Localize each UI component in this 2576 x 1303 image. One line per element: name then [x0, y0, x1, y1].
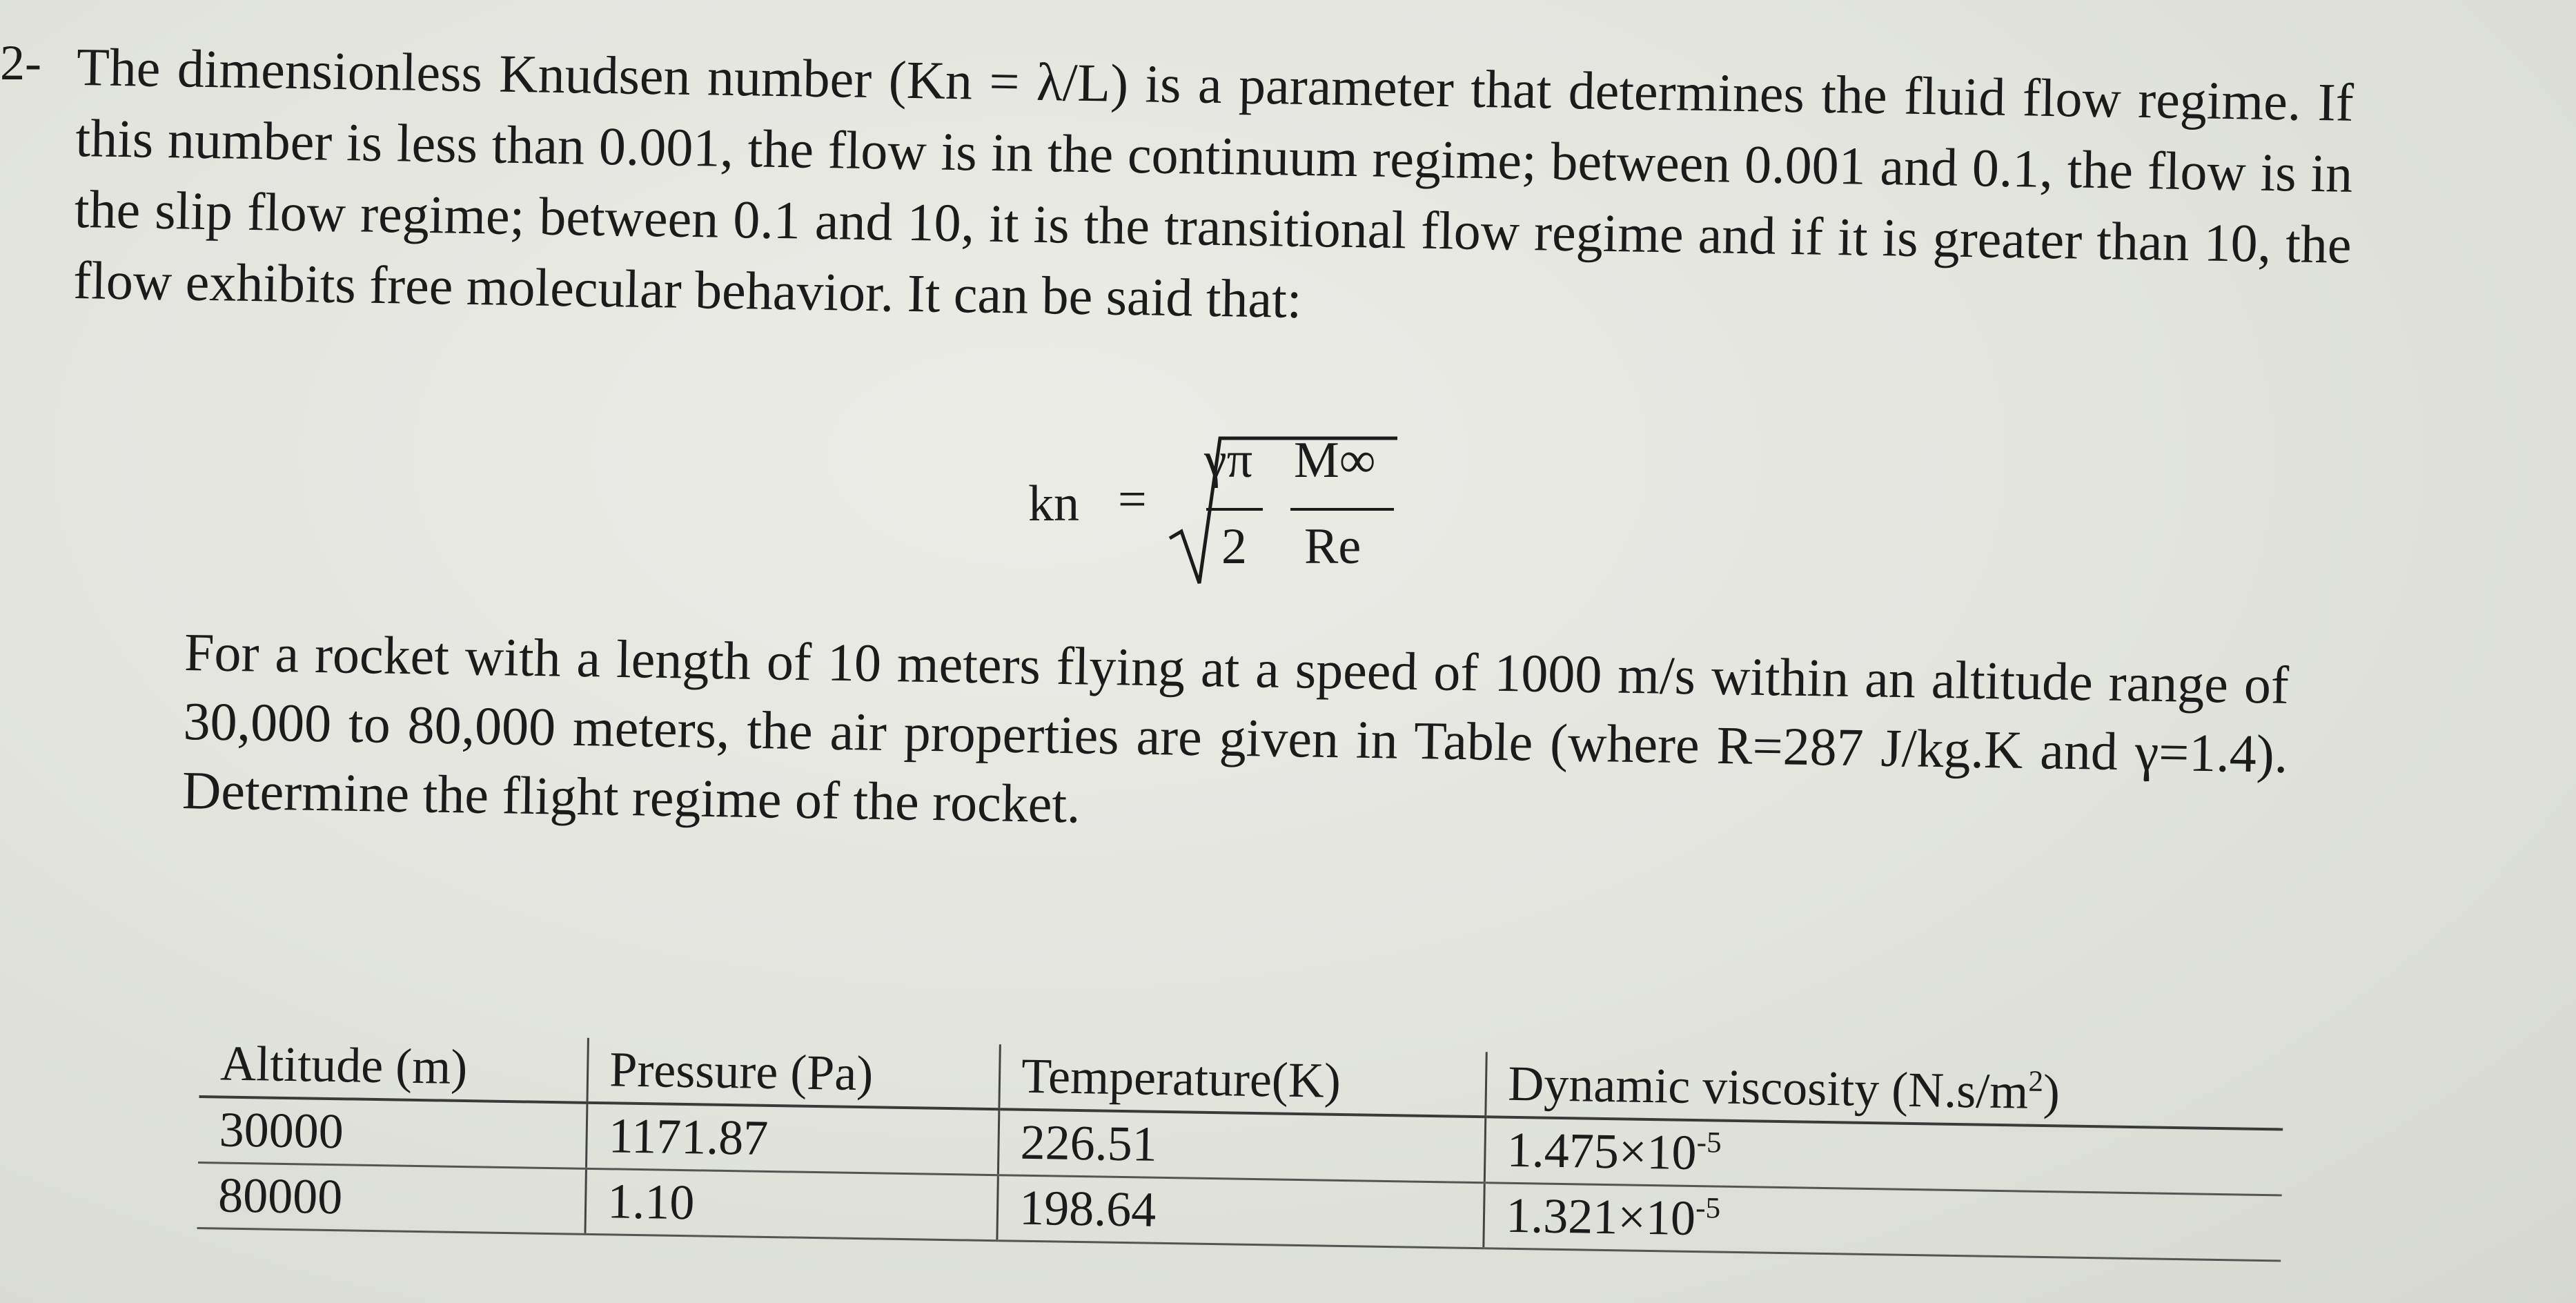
cell-viscosity — [1485, 1117, 2283, 1195]
knudsen-formula — [1028, 428, 1415, 594]
header-pressure: Pressure (Pa) — [587, 1038, 1000, 1109]
fraction-2-denominator: Re — [1304, 518, 1361, 575]
formula-lhs: kn — [1028, 476, 1079, 532]
header-viscosity-sup: 2 — [2028, 1065, 2044, 1098]
formula-equals: = — [1118, 471, 1147, 528]
cell-altitude: 80000 — [197, 1162, 587, 1234]
intro-paragraph: The dimensionless Knudsen number (Kn = λ/L) is a parameter that determines the fluid flow regime. If this number is less than 0.001, the flow is in the continuum regime; between 0.001 and 0.1, the flow is in the slip flow regime; between 0.1 and 10, it is the transitional flow regime and if it is greater than 10, the flow exhibits free molecular behavior. It can be said that: — [72, 36, 2354, 329]
fraction-2-numerator: M∞ — [1294, 432, 1376, 489]
header-temperature: Temperature(K) — [999, 1044, 1487, 1117]
cell-viscosity — [1484, 1183, 2282, 1261]
cell-pressure: 1171.87 — [587, 1103, 999, 1175]
fraction-1-numerator: γπ — [1204, 432, 1253, 489]
viscosity-mantissa: 1.321×10 — [1505, 1187, 1696, 1246]
viscosity-exponent: -5 — [1696, 1126, 1722, 1159]
question-paragraph: For a rocket with a length of 10 meters flying at a speed of 1000 m/s within an altitude range of 30,000 to 80,000 meters, the air properties are given in Table (where R=287 J/kg.K and γ=1.4). Determine the flight regime of the rocket. — [181, 621, 2290, 834]
viscosity-exponent: -5 — [1695, 1192, 1721, 1225]
air-properties-table — [197, 1032, 2284, 1285]
header-viscosity-text: Dynamic viscosity (N.s/m — [1507, 1055, 2029, 1119]
problem-number: 2- — [0, 35, 41, 90]
header-viscosity-close: ) — [2043, 1064, 2061, 1120]
header-altitude: Altitude (m) — [199, 1032, 589, 1103]
cell-altitude: 30000 — [198, 1097, 587, 1168]
header-viscosity — [1486, 1052, 2283, 1129]
fraction-1-denominator: 2 — [1221, 518, 1247, 575]
viscosity-mantissa: 1.475×10 — [1506, 1121, 1698, 1181]
cell-pressure: 1.10 — [585, 1168, 998, 1240]
cell-temperature: 198.64 — [997, 1175, 1485, 1248]
cell-temperature: 226.51 — [998, 1109, 1486, 1183]
